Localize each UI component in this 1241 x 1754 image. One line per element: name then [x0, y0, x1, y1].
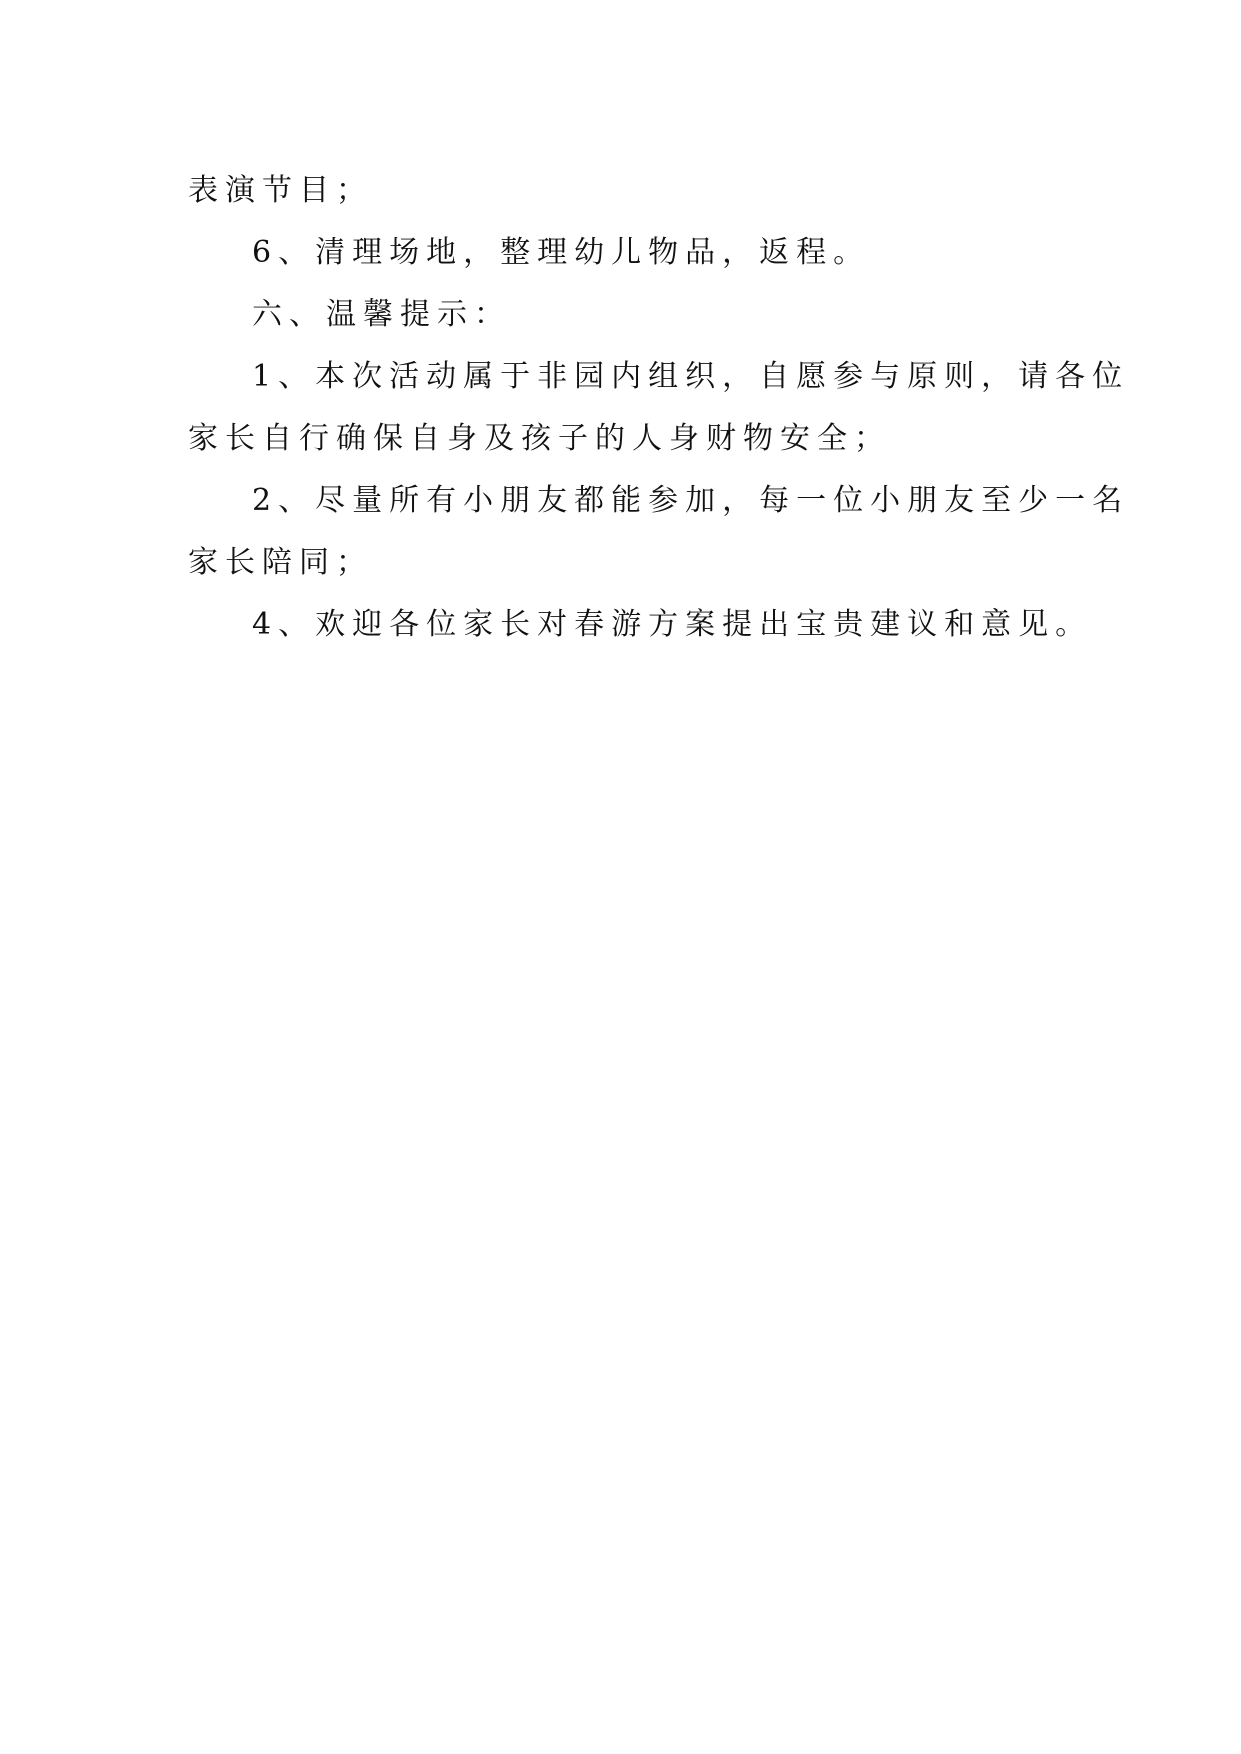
- text-line: 4、欢迎各位家长对春游方案提出宝贵建议和意见。: [252, 607, 1093, 642]
- text-line: 1、本次活动属于非园内组织，自愿参与原则，请各位: [252, 359, 1130, 394]
- text-line: 6、清理场地，整理幼儿物品，返程。: [252, 235, 871, 270]
- text-line: 家长陪同；: [188, 545, 373, 580]
- section-heading: 六、温馨提示：: [252, 297, 511, 332]
- text-line: 表演节目；: [188, 173, 373, 208]
- text-line: 2、尽量所有小朋友都能参加，每一位小朋友至少一名: [252, 483, 1130, 518]
- text-line: 家长自行确保自身及孩子的人身财物安全；: [188, 421, 891, 456]
- document-body: [188, 160, 1130, 656]
